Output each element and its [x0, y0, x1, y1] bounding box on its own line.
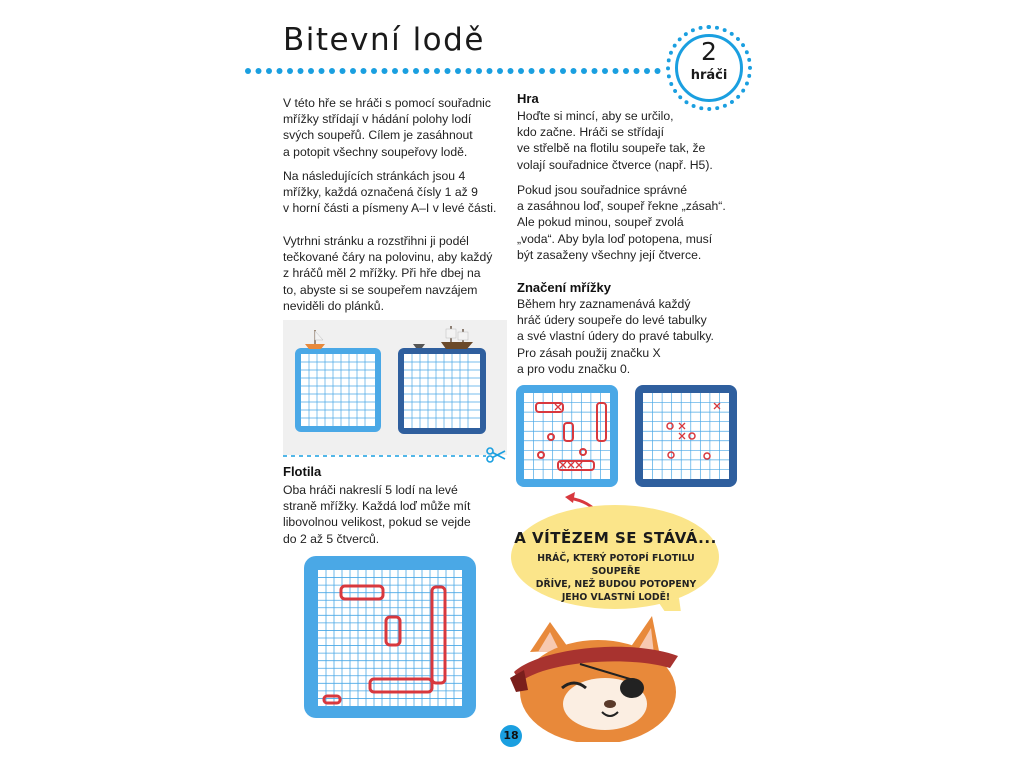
text-line: Hoďte si mincí, aby se určilo, — [517, 109, 674, 123]
marking-heading: Značení mřížky — [517, 280, 611, 295]
winner-title: A VÍTĚZEM SE STÁVÁ... — [514, 529, 717, 547]
fleet-grid-example — [304, 556, 476, 718]
text-line: tečkované čáry na polovinu, aby každý — [283, 250, 493, 265]
play-heading: Hra — [517, 91, 539, 106]
text-line: do 2 až 5 čtverců. — [283, 531, 380, 546]
grid-pages-illustration — [283, 320, 507, 455]
text-line: a zasáhnou loď, soupeř řekne „zásah“. — [517, 199, 726, 214]
text-line: neviděli do plánků. — [283, 298, 384, 313]
text-line: „voda“. Aby byla loď potopena, musí — [517, 231, 713, 246]
text-line: Na následujících stránkách jsou 4 — [283, 169, 466, 183]
intro-paragraph — [283, 95, 491, 160]
text-line: V této hře se hráči s pomocí souřadnic — [283, 96, 491, 110]
text-line: Během hry zaznamenává každý — [517, 297, 691, 311]
page-number: 18 — [500, 725, 522, 747]
text-line: DŘÍVE, NEŽ BUDOU POTOPENY — [535, 579, 697, 590]
text-line: libovolnou velikost, pokud se vejde — [283, 515, 471, 530]
text-line: kdo začne. Hráči se střídají — [517, 125, 664, 140]
grids-paragraph — [283, 168, 496, 217]
players-label: hráči — [690, 68, 728, 83]
text-line: svých soupeřů. Cílem je zasáhnout — [283, 128, 473, 143]
tear-paragraph — [283, 233, 492, 314]
text-line: a pro vodu značku 0. — [517, 361, 631, 376]
fleet-paragraph — [283, 482, 471, 547]
text-line: HRÁČ, KTERÝ POTOPÍ FLOTILU SOUPEŘE — [537, 553, 695, 577]
text-line: straně mřížky. Každá loď může mít — [283, 499, 471, 514]
text-line: Vytrhni stránku a rozstřihni ji podél — [283, 234, 469, 248]
winner-text — [525, 552, 707, 604]
enemy-board-example — [635, 385, 737, 487]
text-line: to, abyste si se soupeřem navzájem — [283, 282, 478, 297]
play-paragraph — [517, 108, 713, 173]
text-line: být zasaženy všechny její čtverce. — [517, 247, 702, 262]
text-line: mřížky, každá označená čísly 1 až 9 — [283, 185, 478, 200]
cut-dashed-line — [283, 455, 486, 457]
text-line: JEHO VLASTNÍ LODĚ! — [561, 592, 671, 603]
page-title: Bitevní lodě — [283, 22, 485, 58]
marking-paragraph — [517, 296, 714, 377]
text-line: mřížky střídají v hádání polohy lodí — [283, 112, 472, 127]
text-line: a potopit všechny soupeřovy lodě. — [283, 144, 468, 159]
text-line: Pro zásah použij značku X — [517, 345, 661, 360]
text-line: Ale pokud minou, soupeř zvolá — [517, 215, 684, 230]
text-line: v horní části a písmeny A–I v levé části. — [283, 201, 497, 216]
fleet-heading: Flotila — [283, 464, 322, 479]
own-board-example — [516, 385, 618, 487]
title-dotted-divider — [244, 67, 666, 75]
text-line: z hráčů měl 2 mřížky. Při hře dbej na — [283, 266, 481, 281]
grid-pages-image — [283, 320, 507, 455]
play-paragraph-2 — [517, 182, 726, 263]
text-line: Pokud jsou souřadnice správné — [517, 183, 688, 197]
text-line: hráč údery soupeře do levé tabulky — [517, 313, 707, 328]
players-count: 2 — [701, 37, 717, 66]
scissors-icon — [486, 447, 506, 463]
text-line: Oba hráči nakreslí 5 lodí na levé — [283, 483, 458, 497]
players-badge — [666, 25, 752, 111]
text-line: ve střelbě na flotilu soupeře tak, že — [517, 141, 706, 156]
text-line: volají souřadnice čtverce (např. H5). — [517, 157, 713, 172]
pirate-cat-illustration — [510, 612, 690, 742]
text-line: a své vlastní údery do pravé tabulky. — [517, 329, 714, 344]
